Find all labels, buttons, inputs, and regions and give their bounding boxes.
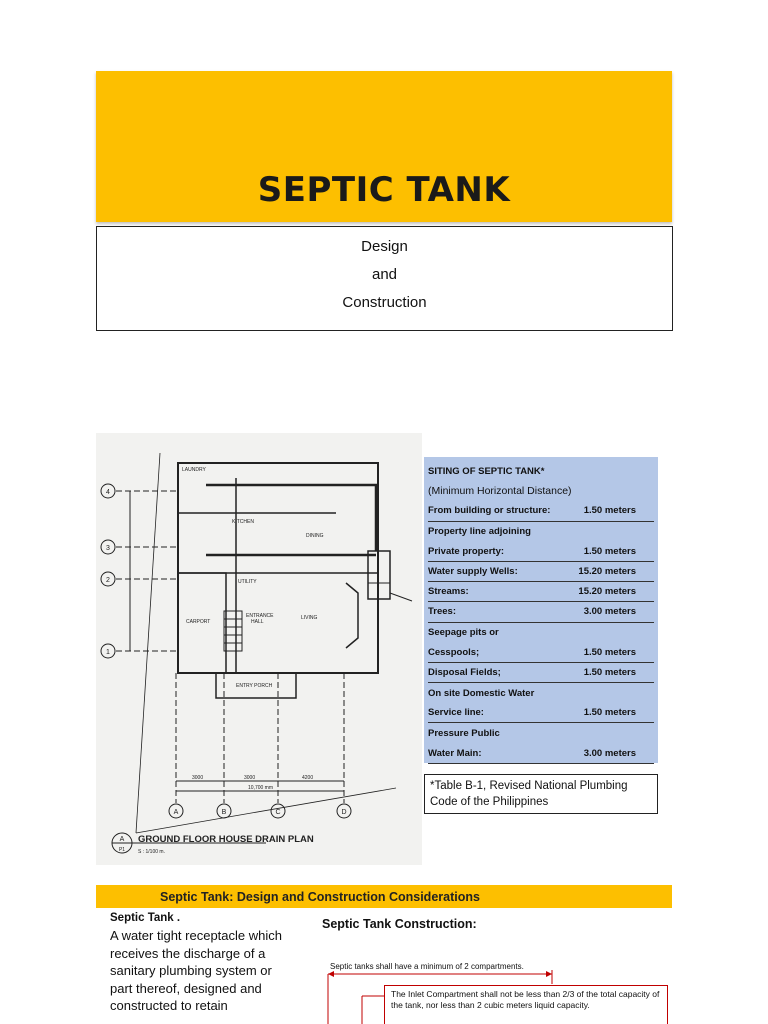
siting-row — [428, 582, 654, 602]
inlet-compartment-note: The Inlet Compartment shall not be less than 2/3 of the total capacity of the tank, nor less than 2 cubic meters liquid capacity. — [384, 985, 668, 1024]
siting-row-label: Service line: — [428, 707, 484, 719]
room-label: DINING — [306, 533, 324, 539]
room-label: KITCHEN — [232, 519, 254, 525]
siting-row — [428, 744, 654, 764]
siting-row-value: 1.50 meters — [583, 505, 636, 517]
subtitle-line: and — [371, 266, 398, 283]
title-banner — [96, 71, 672, 222]
plan-caption: GROUND FLOOR HOUSE DRAIN PLAN — [138, 834, 314, 845]
grid-row-label: 2 — [106, 577, 110, 584]
siting-row — [428, 562, 654, 582]
definition-title: Septic Tank . — [110, 912, 181, 924]
siting-row-label: From building or structure: — [428, 505, 551, 517]
siting-row-label: Property line adjoining — [428, 526, 531, 538]
subtitle-line: Design — [361, 238, 408, 255]
grid-row-label: 4 — [106, 489, 110, 496]
siting-row-label: Trees: — [428, 606, 456, 618]
room-label: UTILITY — [238, 579, 257, 585]
siting-row — [428, 723, 654, 743]
siting-row — [428, 683, 654, 703]
siting-row — [428, 501, 654, 521]
siting-table — [424, 457, 658, 763]
siting-row-label: Water Main: — [428, 747, 482, 759]
siting-row-value: 1.50 meters — [583, 646, 636, 658]
grid-row-label: 1 — [106, 649, 110, 656]
plan-ref-top: A — [119, 836, 125, 843]
grid-col-label: C — [275, 809, 281, 816]
grid-col-label: B — [221, 809, 227, 816]
dim-label: 4200 — [302, 775, 314, 781]
drain-plan-drawing — [96, 433, 422, 865]
dim-label: 3000 — [192, 775, 204, 781]
siting-subtitle: (Minimum Horizontal Distance) — [428, 485, 572, 498]
siting-row — [428, 522, 654, 542]
siting-row-label: Cesspools; — [428, 646, 480, 658]
plan-ref-bottom: P1 — [118, 847, 126, 853]
siting-row — [428, 542, 654, 562]
siting-row — [428, 703, 654, 723]
siting-row-value: 15.20 meters — [578, 566, 636, 578]
grid-col-label: D — [341, 809, 347, 816]
siting-row-value: 15.20 meters — [578, 586, 636, 598]
siting-row-value: 1.50 meters — [583, 707, 636, 719]
subtitle-box — [96, 226, 673, 331]
table-footnote: *Table B-1, Revised National Plumbing Code of the Philippines — [424, 774, 658, 814]
subtitle-line: Construction — [342, 294, 427, 311]
room-label: CARPORT — [186, 619, 211, 625]
room-label: ENTRY PORCH — [236, 683, 273, 689]
dim-label: 3000 — [244, 775, 256, 781]
dim-label: 10,700 mm — [248, 785, 274, 791]
siting-row-label: Streams: — [428, 586, 469, 598]
section-title: Septic Tank: Design and Construction Considerations — [160, 889, 480, 904]
siting-row — [428, 623, 654, 643]
room-label: ENTRANCE — [246, 613, 274, 619]
definition-body: A water tight receptacle which receives the discharge of a sanitary plumbing system or part thereof, designed and constructed to retain — [110, 928, 282, 1013]
grid-col-label: A — [173, 809, 179, 816]
room-label: LAUNDRY — [182, 467, 206, 473]
grid-row-label: 3 — [106, 545, 110, 552]
siting-rows — [428, 501, 654, 763]
siting-row-value: 3.00 meters — [583, 606, 636, 618]
siting-row-label: Seepage pits or — [428, 627, 499, 639]
room-label: HALL — [251, 619, 264, 625]
siting-row-label: Water supply Wells: — [428, 566, 518, 578]
siting-row — [428, 643, 654, 663]
page-title: SEPTIC TANK — [257, 170, 511, 210]
drain-plan-svg — [96, 433, 422, 865]
siting-title: SITING OF SEPTIC TANK* — [428, 465, 545, 477]
compartments-note: Septic tanks shall have a minimum of 2 compartments. — [330, 962, 524, 971]
siting-row-label: Private property: — [428, 545, 505, 557]
construction-title: Septic Tank Construction: — [322, 917, 477, 931]
siting-row — [428, 663, 654, 683]
plan-scale: S : 1/100 m. — [138, 849, 165, 855]
siting-row — [428, 602, 654, 622]
siting-row-value: 1.50 meters — [583, 545, 636, 557]
siting-row-value: 1.50 meters — [583, 666, 636, 678]
siting-row-label: On site Domestic Water — [428, 687, 535, 699]
siting-row-label: Disposal Fields; — [428, 666, 501, 678]
section-bar — [96, 885, 672, 908]
room-label: LIVING — [301, 615, 318, 621]
siting-row-label: Pressure Public — [428, 728, 500, 740]
siting-row-value: 3.00 meters — [583, 747, 636, 759]
